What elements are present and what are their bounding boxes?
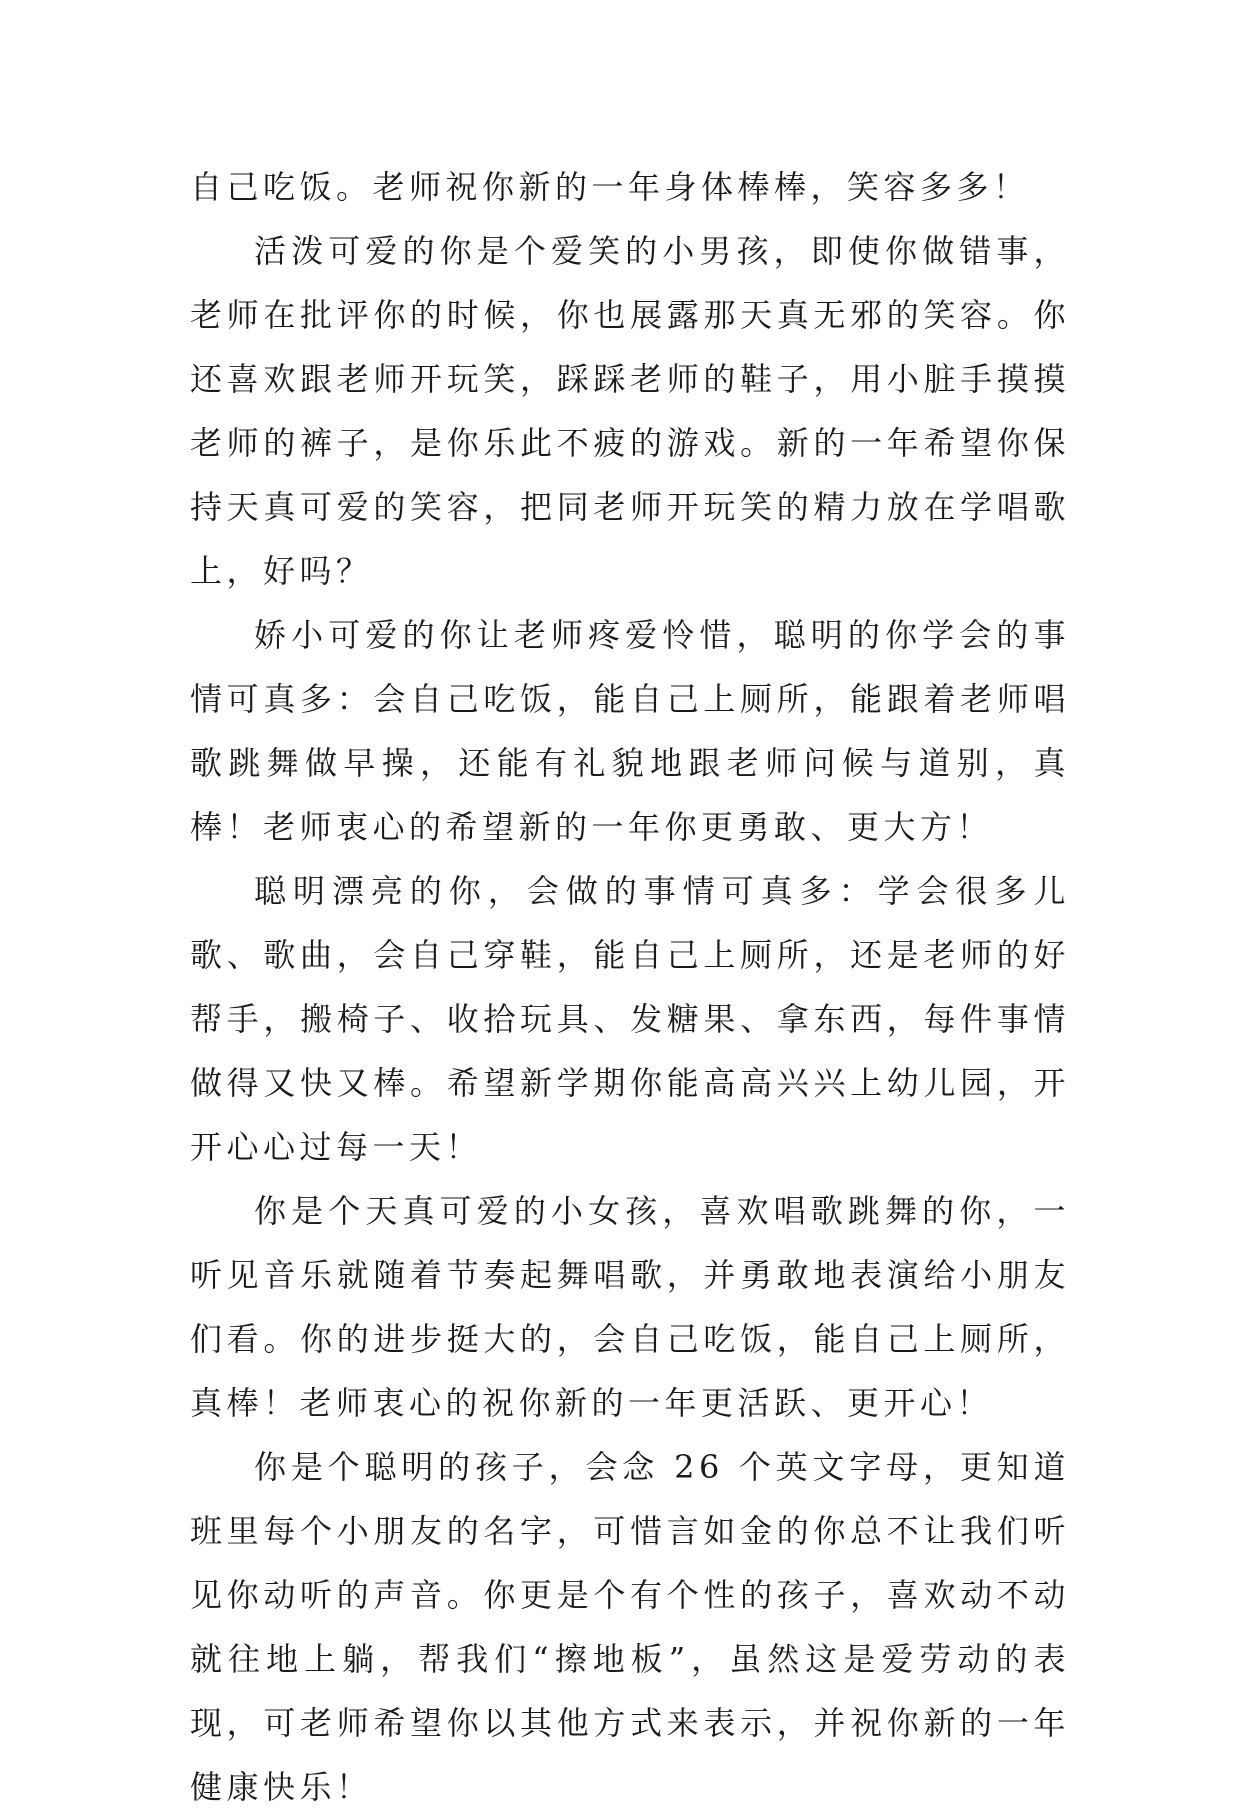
paragraph-petite-child: 娇小可爱的你让老师疼爱怜惜，聪明的你学会的事情可真多：会自己吃饭，能自己上厕所，能跟着老师唱歌跳舞做早操，还能有礼貌地跟老师问候与道别，真棒！老师衷心的希望新的一年你更勇敢、更大方！ — [190, 616, 1070, 846]
document-body — [190, 155, 1070, 1819]
paragraph-continuation: 自己吃饭。老师祝你新的一年身体棒棒，笑容多多！ — [190, 168, 1030, 206]
paragraph-smart-pretty: 聪明漂亮的你，会做的事情可真多：学会很多儿歌、歌曲，会自己穿鞋，能自己上厕所，还是老师的好帮手，搬椅子、收拾玩具、发糖果、拿东西，每件事情做得又快又棒。希望新学期你能高高兴兴上幼儿园，开开心心过每一天！ — [190, 872, 1070, 1166]
paragraph-lively-boy: 活泼可爱的你是个爱笑的小男孩，即使你做错事，老师在批评你的时候，你也展露那天真无邪的笑容。你还喜欢跟老师开玩笑，踩踩老师的鞋子，用小脏手摸摸老师的裤子，是你乐此不疲的游戏。新的一年希望你保持天真可爱的笑容，把同老师开玩笑的精力放在学唱歌上，好吗？ — [190, 232, 1070, 590]
paragraph-innocent-girl: 你是个天真可爱的小女孩，喜欢唱歌跳舞的你，一听见音乐就随着节奏起舞唱歌，并勇敢地表演给小朋友们看。你的进步挺大的，会自己吃饭，能自己上厕所，真棒！老师衷心的祝你新的一年更活跃、更开心！ — [190, 1192, 1070, 1422]
paragraph-clever-child: 你是个聪明的孩子，会念 26 个英文字母，更知道班里每个小朋友的名字，可惜言如金的你总不让我们听见你动听的声音。你更是个有个性的孩子，喜欢动不动就往地上躺，帮我们“擦地板”，虽然这是爱劳动的表现，可老师希望你以其他方式来表示，并祝你新的一年健康快乐！ — [190, 1448, 1070, 1806]
